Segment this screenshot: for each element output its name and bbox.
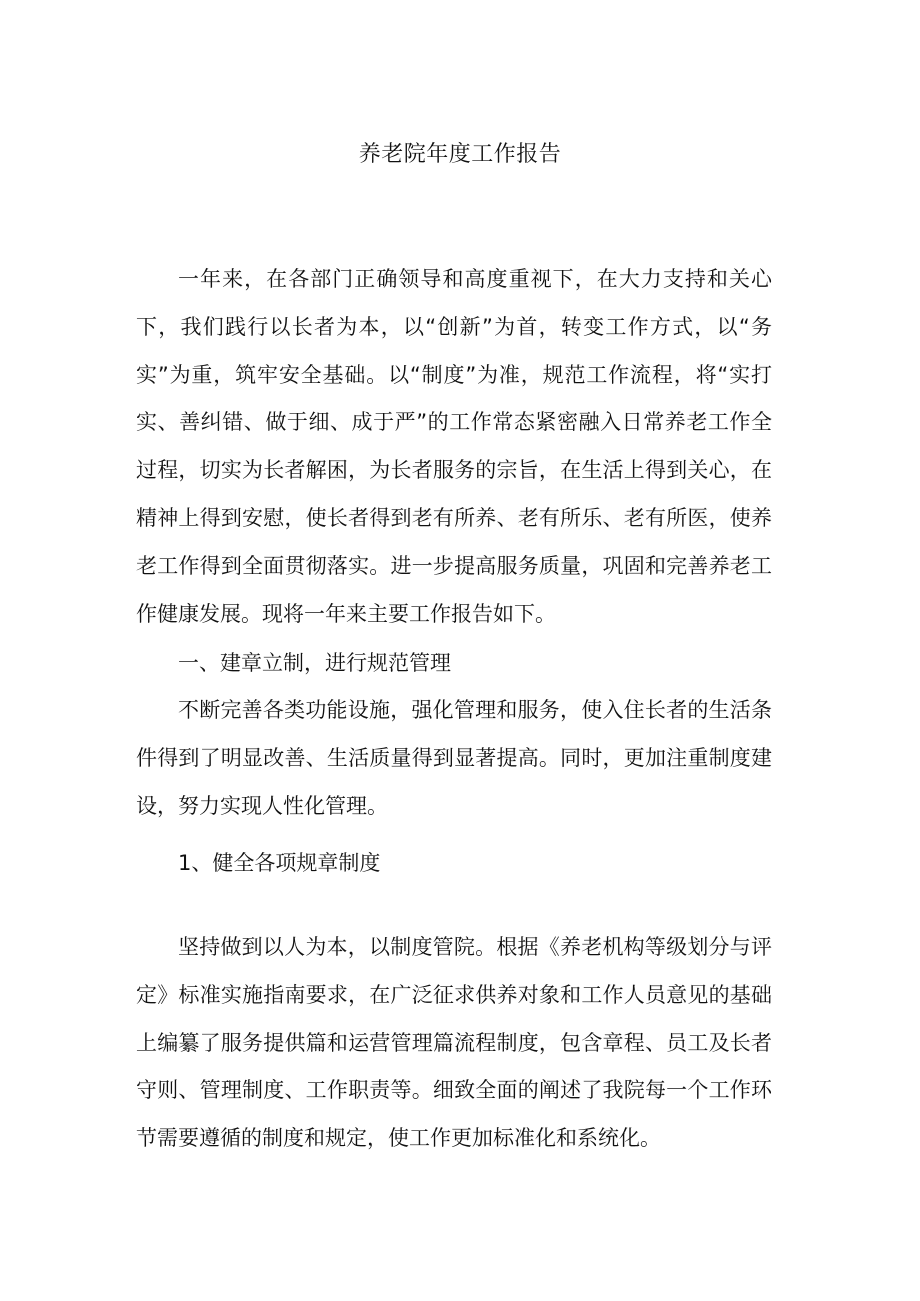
document-title: 养老院年度工作报告: [358, 142, 562, 167]
subsection-heading-1: 1、健全各项规章制度: [178, 851, 381, 875]
intro-paragraph: 一年来，在各部门正确领导和高度重视下，在大力支持和关心下，我们践行以长者为本，以“创新”为首，转变工作方式，以“务实”为重，筑牢安全基础。以“制度”为准，规范工作流程，将“实打实、善纠错、做于细、成于严”的工作常态紧密融入日常养老工作全过程，切实为长者解困，为长者服务的宗旨，在生活上得到关心，在精神上得到安慰，使长者得到老有所养、老有所乐、老有所医，使养老工作得到全面贯彻落实。进一步提高服务质量，巩固和完善养老工作健康发展。现将一年来主要工作报告如下。: [136, 267, 772, 626]
subsection-1-paragraph: 坚持做到以人为本，以制度管院。根据《养老机构等级划分与评定》标准实施指南要求，在广泛征求供养对象和工作人员意见的基础上编纂了服务提供篇和运营管理篇流程制度，包含章程、员工及长者守则、管理制度、工作职责等。细致全面的阐述了我院每一个工作环节需要遵循的制度和规定，使工作更加标准化和系统化。: [136, 935, 772, 1151]
section-heading-1: 一、建章立制，进行规范管理: [178, 651, 451, 675]
section-1-paragraph: 不断完善各类功能设施，强化管理和服务，使入住长者的生活条件得到了明显改善、生活质量得到显著提高。同时，更加注重制度建设，努力实现人性化管理。: [136, 698, 772, 818]
